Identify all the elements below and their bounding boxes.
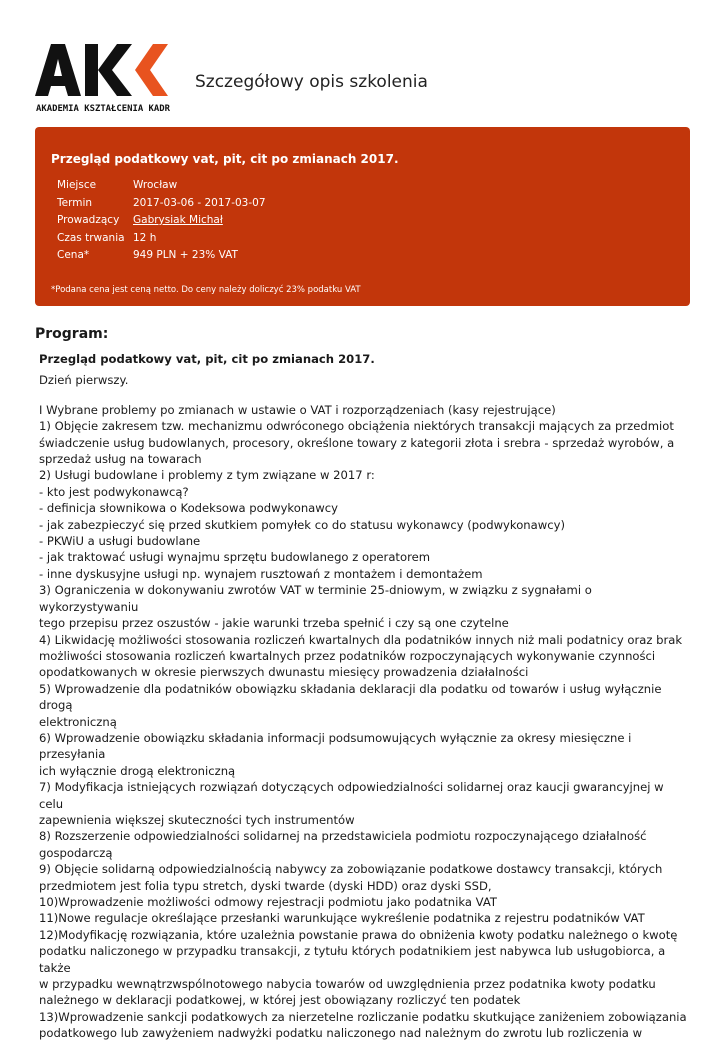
program-line: 5) Wprowadzenie dla podatników obowiązku składania deklaracji dla podatku od towarów i usług wyłącznie drogą (39, 681, 662, 713)
program-line: 7) Modyfikacja istniejących rozwiązań dotyczących odpowiedzialności solidarnej oraz kaucji gwarancyjnej w celu (39, 780, 664, 811)
detail-value: 949 PLN + 23% VAT (133, 249, 238, 261)
program-line: przedmiotem jest folia typu stretch, dyski twarde (dyski HDD) oraz dyski SSD, (39, 878, 492, 893)
detail-label: Czas trwania (57, 231, 125, 244)
header (0, 0, 725, 120)
svg-text:AKADEMIA KSZTAŁCENIA KADR: AKADEMIA KSZTAŁCENIA KADR (36, 103, 171, 114)
course-details (57, 179, 266, 267)
detail-label: Termin (57, 196, 93, 209)
program-line: - PKWiU a usługi budowlane (39, 534, 201, 549)
program-line: należnego w deklaracji podatkowej, w której jest obowiązany rozliczyć ten podatek (39, 993, 521, 1008)
program-line: ich wyłącznie drogą elektroniczną (39, 763, 236, 778)
detail-row-trainer (57, 214, 266, 232)
program-line: 9) Objęcie solidarną odpowiedzialnością nabywcy za zobowiązanie podatkowe dostawcy transakcji, których (39, 862, 663, 877)
program-line: 6) Wprowadzenie obowiązku składania informacji podsumowujących wyłącznie za okresy miesięczne i przesyłania (39, 730, 632, 762)
akk-logo (35, 44, 175, 116)
program-line: gospodarczą (39, 845, 113, 860)
detail-value: 12 h (133, 231, 157, 244)
program-line: świadczenie usług budowlanych, procesory, określone towary z kategorii złota i srebra - sprzedaż wyrobów, a (39, 435, 675, 450)
program-line: 12)Modyfikację rozwiązania, które uzależnia powstanie prawa do obniżenia kwoty podatku należnego o kwotę (39, 927, 678, 942)
program-line: 10)Wprowadzenie możliwości odmowy rejestracji podmiotu jako podatnika VAT (39, 895, 497, 909)
program-line: - jak traktować usługi wynajmu sprzętu budowlanego z operatorem (39, 550, 431, 565)
program-course-title: Przegląd podatkowy vat, pit, cit po zmianach 2017. (39, 352, 375, 366)
program-line: I Wybrane problemy po zmianach w ustawie o VAT i rozporządzeniach (kasy rejestrujące) (39, 402, 556, 417)
program-line: sprzedaż usług na towarach (39, 452, 202, 467)
detail-row-duration (57, 232, 266, 250)
program-heading: Program: (35, 326, 109, 342)
program-line: - inne dyskusyjne usługi np. wynajem rusztowań z montażem i demontażem (39, 566, 483, 581)
program-line: podatkowego lub zawyżeniem nadwyżki podatku naliczonego nad należnym do zwrotu lub rozliczenia w (39, 1026, 643, 1041)
program-line: elektroniczną (39, 714, 117, 729)
program-line: w przypadku wewnątrzwspólnotowego nabycia towarów od uwzględnienia przez podatnika kwoty podatku (39, 977, 656, 992)
program-line: 11)Nowe regulacje określające przesłanki warunkujące wykreślenie podatnika z rejestru podatników VAT (39, 911, 645, 926)
program-line: 13)Wprowadzenie sankcji podatkowych za nierzetelne rozliczanie podatku skutkujące zaniżeniem zobowiązania (39, 1009, 687, 1024)
program-line: 2) Usługi budowlane i problemy z tym związane w 2017 r: (39, 468, 375, 483)
detail-row-date (57, 197, 266, 215)
program-lines (39, 402, 691, 1042)
program-line: opodatkowanych w okresie pierwszych dwunastu miesięcy prowadzenia działalności (39, 665, 529, 680)
detail-label: Prowadzący (57, 214, 120, 226)
detail-label: Miejsce (57, 179, 97, 191)
program-line: możliwości stosowania rozliczeń kwartalnych przez podatników rozpoczynających wykonywanie czynności (39, 648, 656, 663)
program-line: - definicja słownikowa o Kodeksowa podwykonawcy (39, 501, 338, 516)
day-label: Dzień pierwszy. (39, 373, 129, 388)
detail-value: Wrocław (133, 179, 178, 191)
program-line: 1) Objęcie zakresem tzw. mechanizmu odwróconego obciążenia niektórych transakcji mających za przedmiot (39, 419, 674, 434)
program-line: - jak zabezpieczyć się przed skutkiem pomyłek co do statusu wykonawcy (podwykonawcy) (39, 517, 566, 532)
detail-row-price (57, 249, 266, 267)
page-heading: Szczegółowy opis szkolenia (195, 72, 428, 92)
program-line: - kto jest podwykonawcą? (39, 484, 189, 499)
program-line: zapewnienia większej skuteczności tych instrumentów (39, 812, 355, 827)
detail-row-place (57, 179, 266, 197)
program-line: tego przepisu przez oszustów - jakie warunki trzeba spełnić i czy są one czytelne (39, 616, 509, 631)
detail-label: Cena* (57, 249, 90, 261)
program-line: podatku naliczonego w przypadku transakcji, z tytułu których podatnikiem jest nabywca lub usługobiorca, a także (39, 944, 666, 975)
program-line: 8) Rozszerzenie odpowiedzialności solidarnej na przedstawiciela podmiotu rozpoczynającego działalność (39, 829, 647, 844)
price-note: *Podana cena jest ceną netto. Do ceny należy doliczyć 23% podatku VAT (51, 285, 361, 295)
detail-value: 2017-03-06 - 2017-03-07 (133, 196, 266, 209)
trainer-link[interactable]: Gabrysiak Michał (133, 214, 223, 226)
program-line: 3) Ograniczenia w dokonywaniu zwrotów VAT w terminie 25-dniowym, w związku z sygnałami o wykorzystywaniu (39, 583, 592, 614)
course-info-box (35, 127, 690, 306)
program-line: 4) Likwidację możliwości stosowania rozliczeń kwartalnych dla podatników innych niż mali podatnicy oraz brak (39, 632, 683, 647)
program-body (39, 351, 691, 1042)
course-title: Przegląd podatkowy vat, pit, cit po zmianach 2017. (51, 152, 399, 166)
